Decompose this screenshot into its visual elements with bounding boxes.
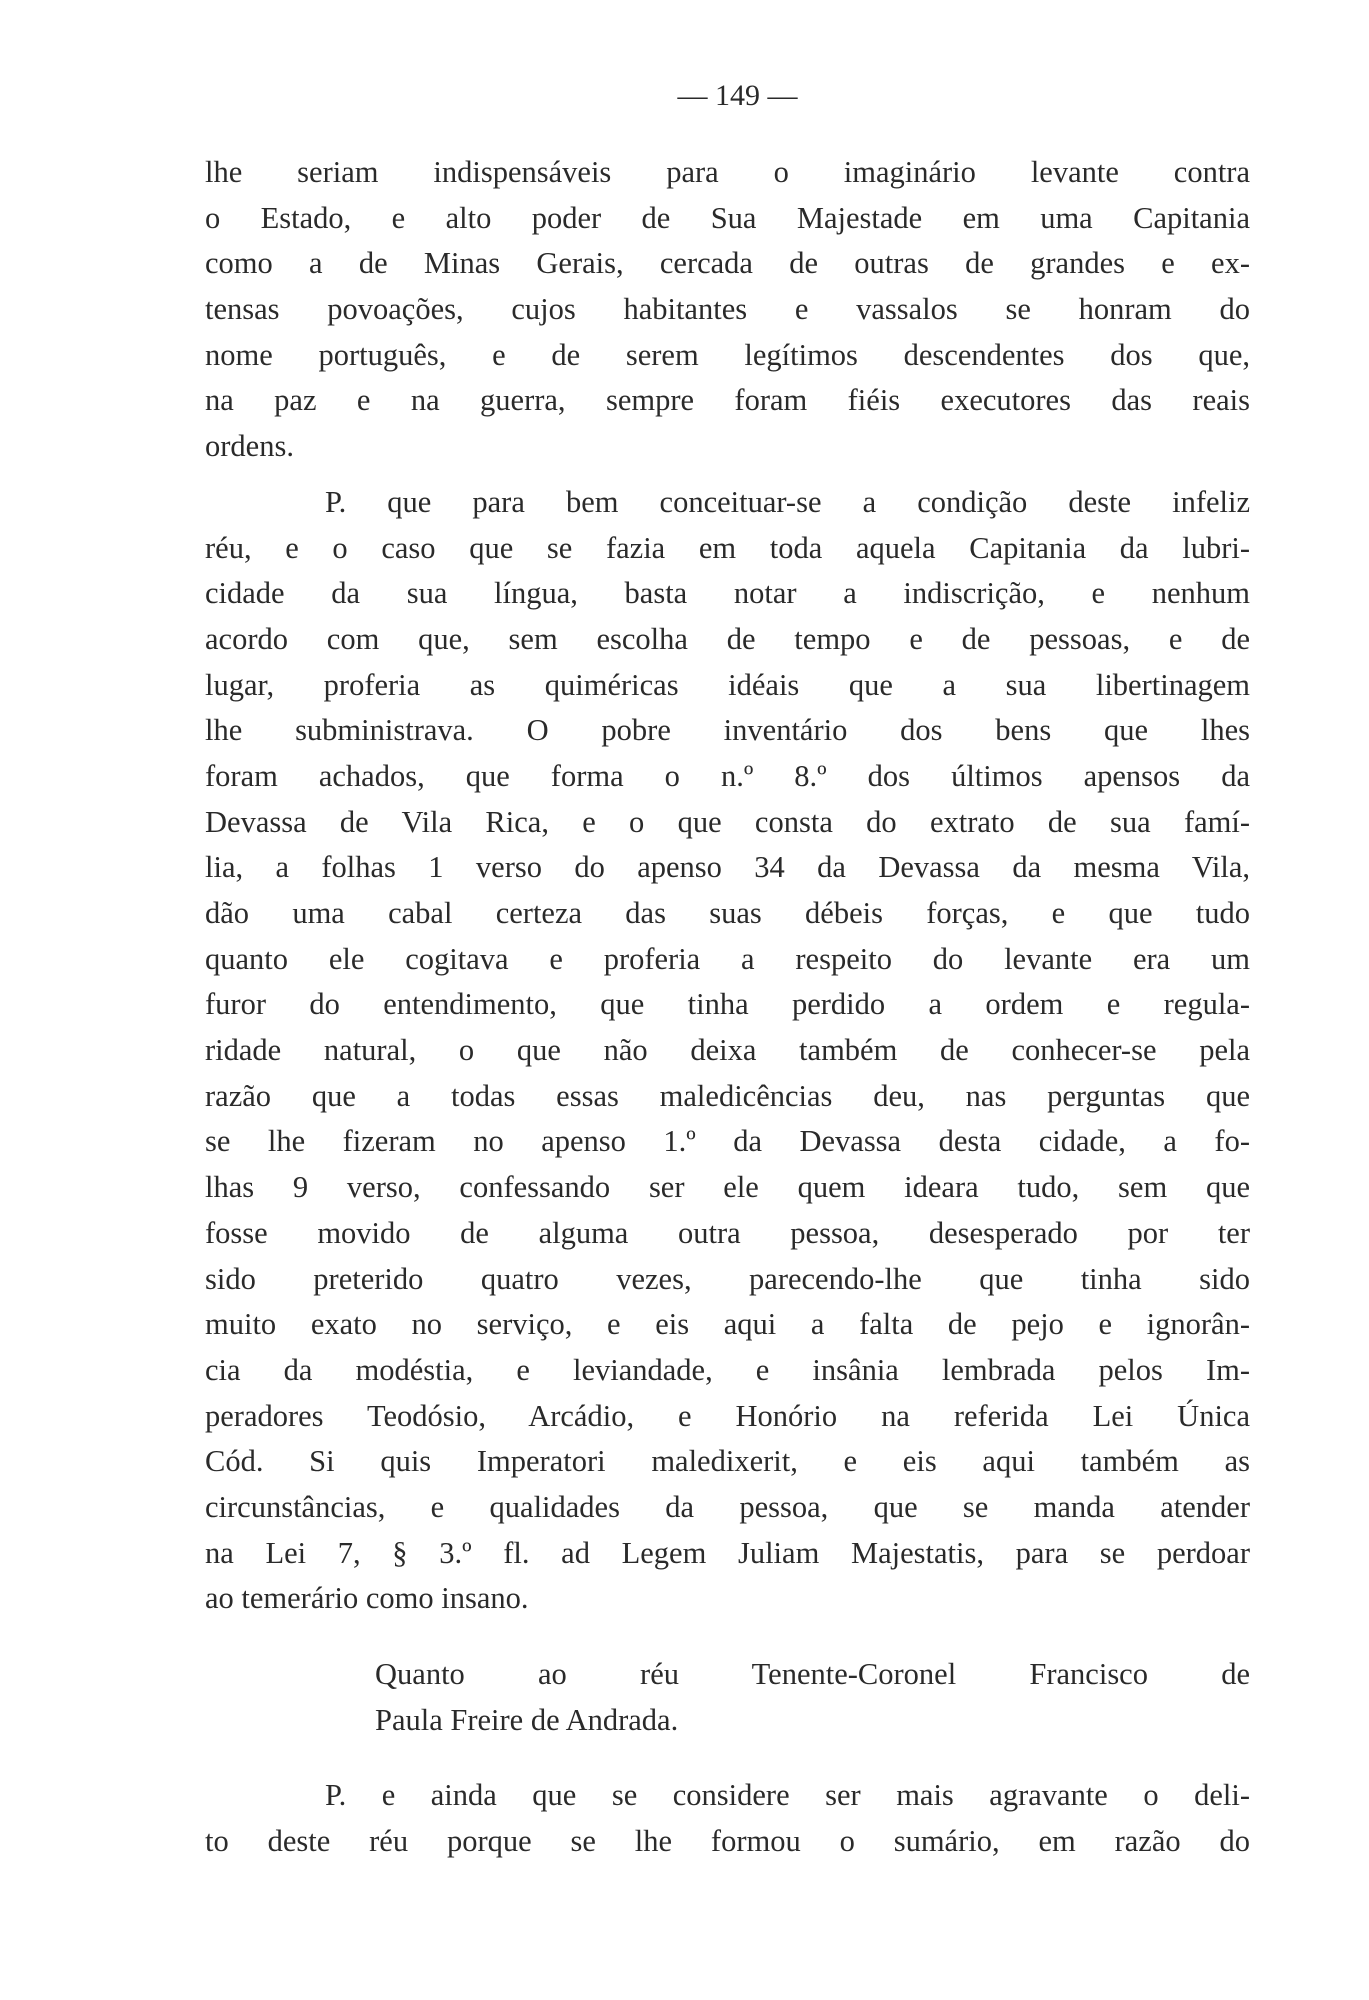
- text-line: fosse movido de alguma outra pessoa, desesperado por ter: [205, 1215, 1250, 1250]
- text-line: P. que para bem conceituar-se a condição deste infeliz: [325, 484, 1250, 519]
- text-line: circunstâncias, e qualidades da pessoa, que se manda atender: [205, 1489, 1250, 1524]
- text-line: tensas povoações, cujos habitantes e vassalos se honram do: [205, 292, 1250, 327]
- text-line: na Lei 7, § 3.º fl. ad Legem Juliam Majestatis, para se perdoar: [205, 1535, 1250, 1570]
- text-line: furor do entendimento, que tinha perdido a ordem e regula-: [205, 987, 1250, 1022]
- text-line: razão que a todas essas maledicências deu, nas perguntas que: [205, 1078, 1250, 1113]
- text-line: se lhe fizeram no apenso 1.º da Devassa desta cidade, a fo-: [205, 1124, 1250, 1159]
- section-heading: [205, 1652, 1250, 1743]
- text-line: lhe subministrava. O pobre inventário dos bens que lhes: [205, 713, 1250, 748]
- text-line: sido preterido quatro vezes, parecendo-lhe que tinha sido: [205, 1261, 1250, 1296]
- text-line: ao temerário como insano.: [205, 1581, 529, 1616]
- text-line: lhe seriam indispensáveis para o imaginário levante contra: [205, 155, 1250, 189]
- text-line: to deste réu porque se lhe formou o sumário, em razão do: [205, 1824, 1250, 1859]
- text-line: lia, a folhas 1 verso do apenso 34 da Devassa da mesma Vila,: [205, 850, 1250, 885]
- text-line: ridade natural, o que não deixa também de conhecer-se pela: [205, 1033, 1250, 1068]
- text-line: réu, e o caso que se fazia em toda aquela Capitania da lubri-: [205, 530, 1250, 565]
- text-line: na paz e na guerra, sempre foram fiéis executores das reais: [205, 383, 1250, 418]
- text-line: como a de Minas Gerais, cercada de outras de grandes e ex-: [205, 246, 1250, 281]
- paragraph-3: [205, 1773, 1250, 1864]
- text-line: quanto ele cogitava e proferia a respeito do levante era um: [205, 941, 1250, 976]
- text-line: Devassa de Vila Rica, e o que consta do extrato de sua famí-: [205, 804, 1250, 839]
- document-page: [205, 76, 1250, 1865]
- heading-line: Quanto ao réu Tenente-Coronel Francisco de: [375, 1657, 1250, 1691]
- text-line: cidade da sua língua, basta notar a indiscrição, e nenhum: [205, 576, 1250, 611]
- text-line: nome português, e de serem legítimos descendentes dos que,: [205, 337, 1250, 372]
- text-line: foram achados, que forma o n.º 8.º dos últimos apensos da: [205, 758, 1250, 793]
- paragraph-2: [205, 480, 1250, 1622]
- text-line: o Estado, e alto poder de Sua Majestade em uma Capitania: [205, 200, 1250, 235]
- paragraph-1: [205, 150, 1250, 470]
- text-line: ordens.: [205, 429, 294, 464]
- text-line: lhas 9 verso, confessando ser ele quem ideara tudo, sem que: [205, 1170, 1250, 1205]
- text-line: muito exato no serviço, e eis aqui a falta de pejo e ignorân-: [205, 1307, 1250, 1342]
- text-line: lugar, proferia as quiméricas idéais que a sua libertinagem: [205, 667, 1250, 702]
- text-line: Cód. Si quis Imperatori maledixerit, e eis aqui também as: [205, 1444, 1250, 1479]
- page-number: — 149 —: [677, 79, 798, 112]
- text-line: P. e ainda que se considere ser mais agravante o deli-: [325, 1778, 1250, 1813]
- heading-line: Paula Freire de Andrada.: [375, 1702, 679, 1737]
- text-line: peradores Teodósio, Arcádio, e Honório na referida Lei Única: [205, 1398, 1250, 1433]
- text-line: cia da modéstia, e leviandade, e insânia lembrada pelos Im-: [205, 1352, 1250, 1387]
- text-line: dão uma cabal certeza das suas débeis forças, e que tudo: [205, 896, 1250, 930]
- text-line: acordo com que, sem escolha de tempo e de pessoas, e de: [205, 621, 1250, 656]
